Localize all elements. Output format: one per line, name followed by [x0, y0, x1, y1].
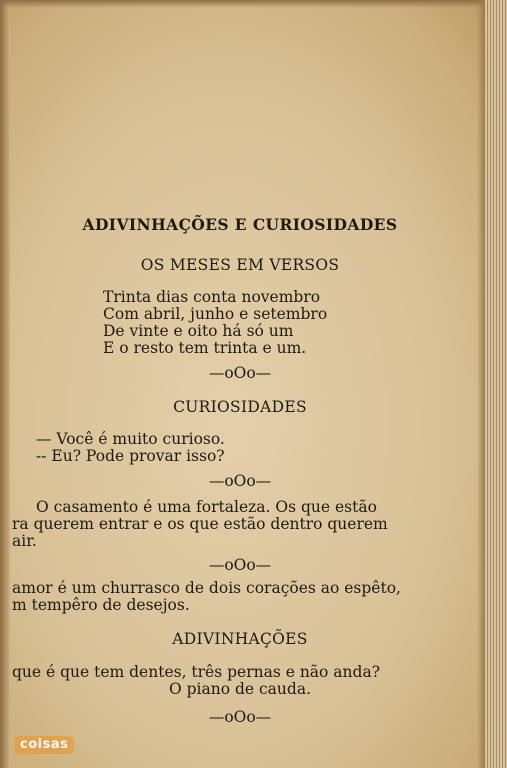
paragraph-line: ra querem entrar e os que estão dentro querem [12, 515, 388, 533]
page-top-shadow [0, 0, 507, 8]
subsection-title-adivinhacoes: ADIVINHAÇÕES [172, 630, 308, 648]
gutter-shadow [477, 0, 485, 768]
subsection-title-meses: OS MESES EM VERSOS [140, 256, 340, 274]
dialogue-line: -- Eu? Pode provar isso? [36, 447, 225, 465]
paragraph-line: m tempêro de desejos. [12, 596, 190, 614]
separator: —oOo— [208, 364, 272, 382]
paragraph-line: O casamento é uma fortaleza. Os que estão [36, 498, 377, 516]
riddle-answer: O piano de cauda. [168, 680, 311, 698]
riddle-question: que é que tem dentes, três pernas e não anda? [12, 663, 381, 681]
poem-line: Trinta dias conta novembro [103, 288, 321, 306]
separator: —oOo— [208, 708, 272, 726]
separator: —oOo— [208, 556, 272, 574]
page-left-shadow [0, 0, 10, 768]
watermark-logo: coisas [14, 736, 74, 754]
subsection-title-curiosidades: CURIOSIDADES [173, 398, 307, 416]
dialogue-line: — Você é muito curioso. [36, 430, 225, 448]
paragraph-line: air. [12, 532, 37, 550]
poem-line: Com abril, junho e setembro [103, 305, 328, 323]
paragraph-line: amor é um churrasco de dois corações ao espêto, [12, 579, 401, 597]
stacked-page-edges [485, 0, 507, 768]
poem-line: De vinte e oito há só um [103, 322, 294, 340]
poem-line: E o resto tem trinta e um. [103, 339, 307, 357]
section-title: ADIVINHAÇÕES E CURIOSIDADES [82, 215, 398, 234]
separator: —oOo— [208, 472, 272, 490]
